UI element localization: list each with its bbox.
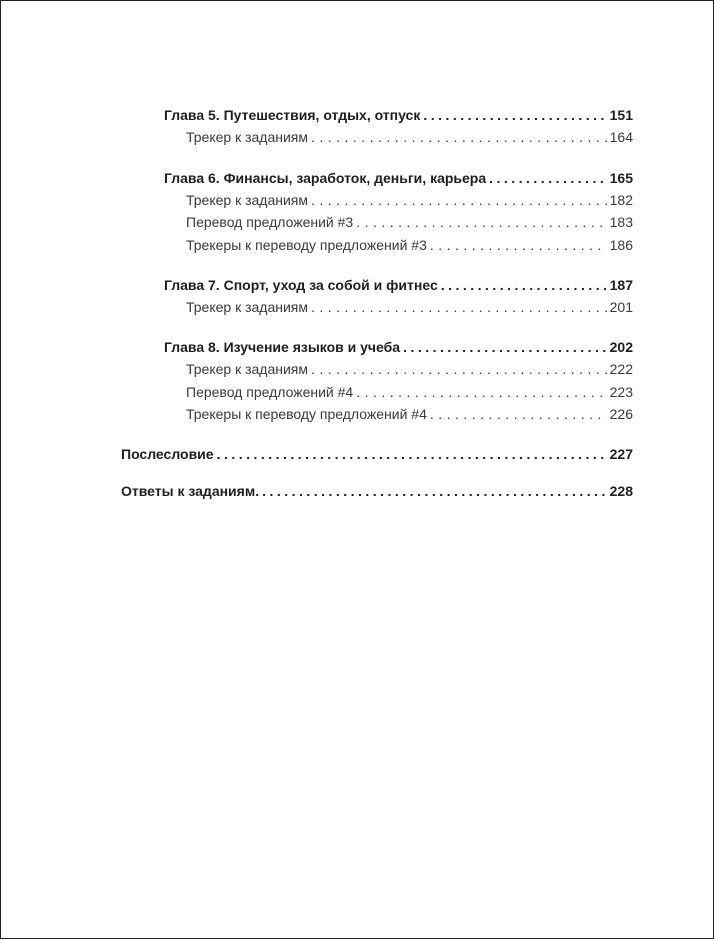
dot-leader xyxy=(403,337,607,357)
toc-entry-page: 201 xyxy=(609,299,633,315)
toc-entry-page: 227 xyxy=(609,446,633,462)
dot-leader xyxy=(311,190,607,210)
toc-entry-title: Глава 7. Спорт, уход за собой и фитнес xyxy=(164,277,438,293)
dot-leader xyxy=(441,275,607,295)
toc-entry-page: 226 xyxy=(609,406,633,422)
toc-entry-page: 186 xyxy=(609,237,633,253)
toc-entry-page: 223 xyxy=(609,384,633,400)
toc-entry-page: 183 xyxy=(609,214,633,230)
toc-entry-chapter-5[interactable] xyxy=(164,105,633,125)
toc-entry-chapter-8[interactable] xyxy=(164,337,633,357)
toc-entry-title: Глава 5. Путешествия, отдых, отпуск xyxy=(164,107,421,123)
toc-entry-title: Трекеры к переводу предложений #4 xyxy=(186,406,427,422)
toc-entry-chapter-8-translation-trackers[interactable] xyxy=(186,404,633,424)
dot-leader xyxy=(311,359,607,379)
toc-entry-title: Трекер к заданиям xyxy=(186,299,309,315)
toc-entry-page: 164 xyxy=(609,129,633,145)
toc-entry-afterword[interactable] xyxy=(121,444,633,464)
dot-leader xyxy=(356,382,606,402)
toc-entry-chapter-6[interactable] xyxy=(164,168,633,188)
toc-entry-page: 228 xyxy=(609,483,633,499)
toc-entry-page: 165 xyxy=(609,170,633,186)
toc-entry-page: 202 xyxy=(609,339,633,355)
toc-entry-page: 187 xyxy=(609,277,633,293)
toc-entry-page: 222 xyxy=(609,361,633,377)
dot-leader xyxy=(311,297,607,317)
dot-leader xyxy=(311,127,607,147)
dot-leader xyxy=(262,481,607,501)
toc-entry-answers[interactable] xyxy=(121,481,633,501)
dot-leader xyxy=(217,444,607,464)
toc-entry-title: Ответы к заданиям. xyxy=(121,483,260,499)
toc-entry-chapter-7[interactable] xyxy=(164,275,633,295)
toc-entry-chapter-5-tracker[interactable] xyxy=(186,127,633,147)
toc-entry-chapter-7-tracker[interactable] xyxy=(186,297,633,317)
toc-entry-chapter-8-translation[interactable] xyxy=(186,382,633,402)
dot-leader xyxy=(430,235,607,255)
toc-entry-page: 182 xyxy=(609,192,633,208)
toc-entry-title: Послесловие xyxy=(121,446,214,462)
toc-entry-chapter-6-translation[interactable] xyxy=(186,212,633,232)
toc-entry-title: Перевод предложений #3 xyxy=(186,214,354,230)
dot-leader xyxy=(489,168,606,188)
toc-entry-title: Перевод предложений #4 xyxy=(186,384,354,400)
table-of-contents xyxy=(1,1,714,940)
dot-leader xyxy=(356,212,606,232)
toc-entry-title: Трекер к заданиям xyxy=(186,361,309,377)
toc-entry-chapter-6-tracker[interactable] xyxy=(186,190,633,210)
toc-entry-chapter-6-translation-trackers[interactable] xyxy=(186,235,633,255)
toc-entry-chapter-8-tracker[interactable] xyxy=(186,359,633,379)
dot-leader xyxy=(430,404,607,424)
toc-entry-title: Глава 8. Изучение языков и учеба xyxy=(164,339,401,355)
toc-entry-page: 151 xyxy=(609,107,633,123)
toc-entry-title: Глава 6. Финансы, заработок, деньги, карьера xyxy=(164,170,487,186)
toc-entry-title: Трекеры к переводу предложений #3 xyxy=(186,237,427,253)
toc-entry-title: Трекер к заданиям xyxy=(186,129,309,145)
toc-entry-title: Трекер к заданиям xyxy=(186,192,309,208)
dot-leader xyxy=(423,105,606,125)
